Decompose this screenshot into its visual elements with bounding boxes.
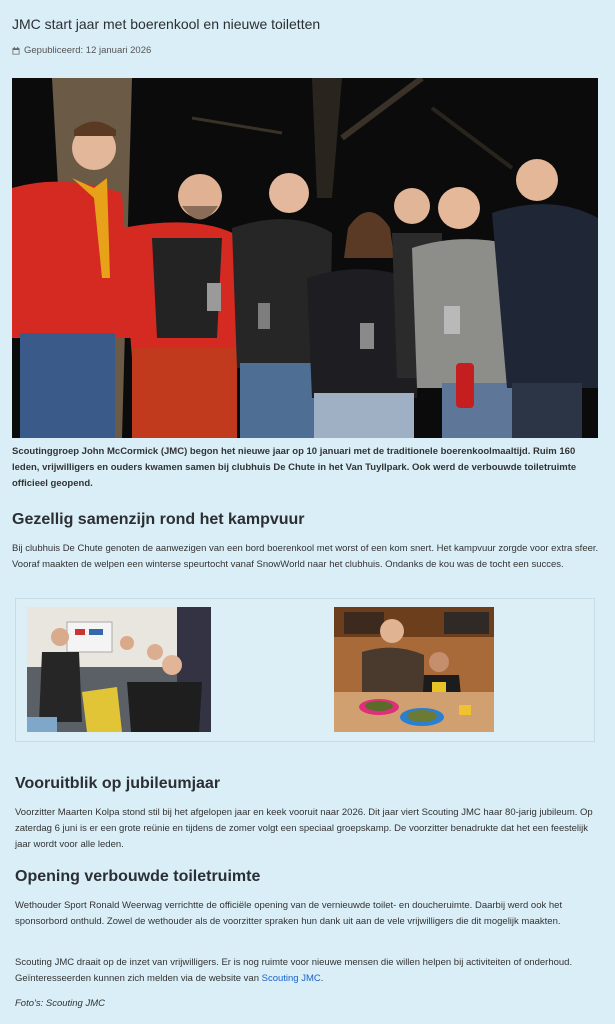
section-heading-kampvuur: Gezellig samenzijn rond het kampvuur bbox=[12, 511, 305, 528]
gallery-photo-eating[interactable] bbox=[334, 607, 494, 732]
section-text-vrijwilligers bbox=[15, 955, 600, 987]
gallery-photo-toilet-opening[interactable] bbox=[27, 607, 211, 732]
calendar-icon bbox=[12, 47, 20, 55]
volunteers-text-end: . bbox=[320, 973, 324, 984]
toilet-opening-illustration bbox=[27, 607, 211, 732]
article-title: JMC start jaar met boerenkool en nieuwe toiletten bbox=[12, 16, 321, 32]
volunteers-text: Scouting JMC draait op de inzet van vrijwilligers. Er is nog ruimte voor nieuwe mensen die willen helpen bij activiteiten of onderhoud. Geïnteresseerden kunnen zich melden via de website van bbox=[15, 957, 573, 984]
eating-boerenkool-illustration bbox=[334, 607, 494, 732]
scouting-jmc-link[interactable]: Scouting JMC bbox=[261, 973, 321, 984]
photo-caption: Scoutinggroep John McCormick (JMC) begon het nieuwe jaar op 10 januari met de traditionele boerenkoolmaaltijd. Ruim 160 leden, vrijwilligers en ouders kwamen samen bij clubhuis De Chute in het Van Tuyllpark. Ook werd de verbouwde toiletruimte officieel geopend. bbox=[12, 446, 577, 489]
section-text-jubileum: Voorzitter Maarten Kolpa stond stil bij het afgelopen jaar en keek vooruit naar 2026. Dit jaar viert Scouting JMC haar 80-jarig jubileum. Op zaterdag 6 juni is er een grote reünie en tijdens de zomer volgt een speciaal groepskamp. De voorzitter benadrukte dat het een feestelijk jaar wordt voor alle leden. bbox=[15, 807, 593, 850]
hero-photo[interactable] bbox=[12, 78, 598, 438]
photo-gallery bbox=[15, 598, 595, 742]
section-text-kampvuur: Bij clubhuis De Chute genoten de aanwezigen van een bord boerenkool met worst of een kom snert. Het kampvuur zorgde voor extra sfeer. Vooraf maakten de welpen een winterse speurtocht vanaf SnowWorld naar het clubhuis. Ondanks de kou was de tocht een succes. bbox=[12, 543, 599, 570]
section-heading-jubileum: Vooruitblik op jubileumjaar bbox=[15, 775, 221, 792]
photo-credit: Foto's: Scouting JMC bbox=[15, 998, 105, 1009]
section-text-toiletruimte: Wethouder Sport Ronald Weerwag verrichtte de officiële opening van de vernieuwde toilet- en doucheruimte. Daarbij werd ook het sponsorbord onthuld. Zowel de wethouder als de voorzitter spraken hun dank uit aan de vele vrijwilligers die dit mogelijk maakten. bbox=[15, 900, 563, 927]
published-meta bbox=[12, 45, 151, 56]
published-date: Gepubliceerd: 12 januari 2026 bbox=[24, 45, 152, 56]
section-heading-toiletruimte: Opening verbouwde toiletruimte bbox=[15, 868, 261, 885]
group-photo-illustration bbox=[12, 78, 598, 438]
